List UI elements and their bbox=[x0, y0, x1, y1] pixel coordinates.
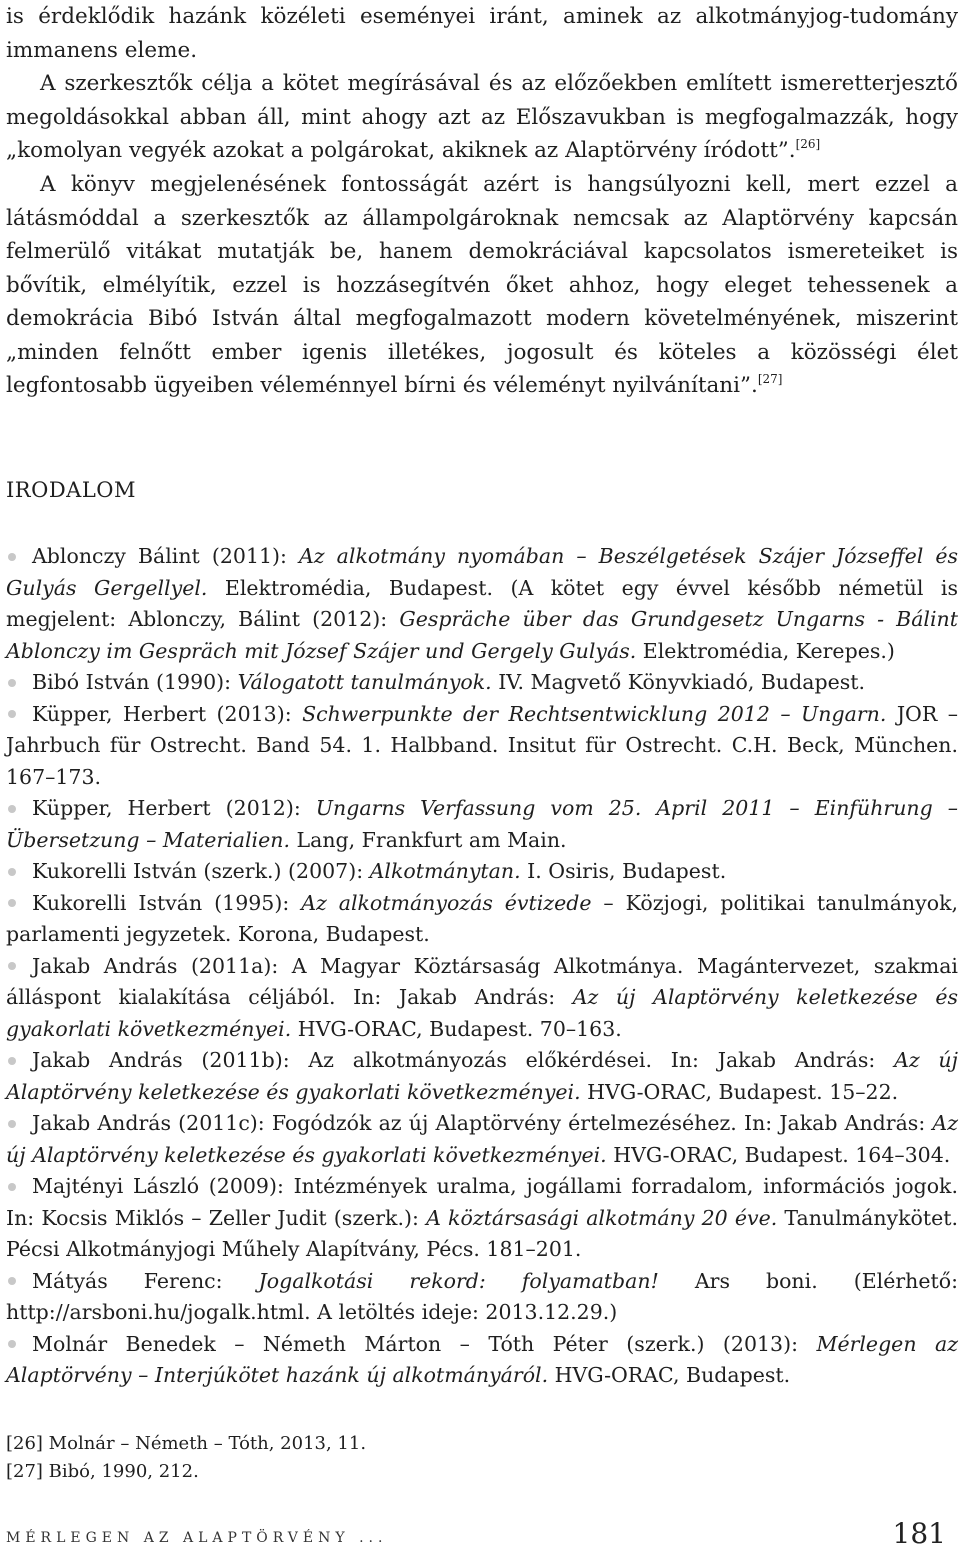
paragraph-importance: A könyv megjelenésének fontosságát azért is hangsúlyozni kell, mert ezzel a látásmóddal a szerkesztők az állampolgároknak nemcsak az Alaptörvény kapcsán felmerülő vitákat mutatják be, hanem demokráciával kapcsolatos ismereteiket is bővítik, elmélyítik, ezzel is hozzásegítvén őket ahhoz, hogy eleget tehessenek a demokrácia Bibó István által megfogalmazott modern követelményének, miszerint „minden felnőtt ember igenis illetékes, jogosult és köteles a közösségi élet legfontosabb ügyeiben véleménnyel bírni és véleményt nyilvánítani”.[27] bbox=[6, 172, 958, 398]
reference-title: Az új Alaptörvény keletkezése és gyakorlati következményei. bbox=[6, 1048, 958, 1104]
footnote-27: [27] Bibó, 1990, 212. bbox=[6, 1461, 199, 1482]
reference-item bbox=[6, 888, 958, 951]
bullet-icon bbox=[8, 710, 16, 718]
reference-title: Gespräche über das Grundgesetz Ungarns - Bálint Ablonczy im Gespräch mit József Szájer und Gergely Gulyás. bbox=[6, 607, 958, 663]
reference-title: Jogalkotási rekord: folyamatban! bbox=[258, 1268, 659, 1293]
bullet-icon bbox=[8, 805, 16, 813]
reference-title: Válogatott tanulmányok. bbox=[237, 670, 492, 694]
reference-item bbox=[6, 1171, 958, 1266]
bullet-icon bbox=[8, 868, 16, 876]
reference-title: A köztársasági alkotmány 20 éve. bbox=[426, 1205, 778, 1230]
reference-item bbox=[6, 1266, 958, 1329]
section-heading: IRODALOM bbox=[6, 478, 136, 502]
bullet-icon bbox=[8, 553, 16, 561]
footnote-26: [26] Molnár – Németh – Tóth, 2013, 11. bbox=[6, 1433, 367, 1454]
reference-title: Az új Alaptörvény keletkezése és gyakorlati következményei. bbox=[6, 1111, 958, 1167]
reference-text: Jakab András (2011c): Fogódzók az új Alaptörvény értelmezéséhez. In: Jakab András: bbox=[32, 1111, 933, 1135]
reference-title: Az új Alaptörvény keletkezése és gyakorlati következményei. bbox=[6, 985, 958, 1041]
footnote-ref-27[interactable]: [27] bbox=[757, 372, 783, 386]
reference-text: Küpper, Herbert (2013): bbox=[32, 701, 303, 726]
bullet-icon bbox=[8, 1277, 16, 1285]
reference-title: Mérlegen az Alaptörvény – Interjúkötet hazánk új alkotmányáról. bbox=[6, 1331, 958, 1387]
bullet-icon bbox=[8, 899, 16, 907]
reference-text: Jakab András (2011b): Az alkotmányozás előkérdései. In: Jakab András: bbox=[32, 1048, 895, 1072]
paragraph-editors-aim: A szerkesztők célja a kötet megírásával és az előzőekben említett ismeretterjesztő megoldásokkal abban áll, mint ahogy azt az Előszavukban is megfogalmazzák, hogy „komolyan vegyék azokat a polgárokat, akiknek az Alaptörvény íródott”.[26] bbox=[6, 71, 958, 163]
bullet-icon bbox=[8, 1340, 16, 1348]
reference-text: HVG-ORAC, Budapest. 15–22. bbox=[580, 1079, 899, 1104]
bullet-icon bbox=[8, 1183, 16, 1191]
reference-text: HVG-ORAC, Budapest. 164–304. bbox=[606, 1142, 951, 1167]
reference-text: Jakab András (2011a): A Magyar Köztársaság Alkotmánya. Magántervezet, szakmai álláspont kialakítása céljából. In: Jakab András: bbox=[6, 953, 958, 1009]
reference-item bbox=[6, 667, 958, 699]
reference-title: Ungarns Verfassung vom 25. April 2011 – Einführung – Übersetzung – Materialien. bbox=[6, 796, 959, 852]
reference-text: Kukorelli István (1995): bbox=[32, 890, 302, 915]
reference-text: Tanulmánykötet. Pécsi Alkotmányjogi Műhely Alapítvány, Pécs. 181–201. bbox=[6, 1205, 959, 1261]
reference-text: I. Osiris, Budapest. bbox=[520, 859, 727, 883]
reference-text: Ars boni. (Elérhető: http://arsboni.hu/jogalk.html. A letöltés ideje: 2013.12.29.) bbox=[6, 1268, 958, 1324]
footnotes bbox=[6, 1430, 366, 1486]
reference-title: Alkotmánytan. bbox=[369, 859, 521, 883]
reference-item bbox=[6, 699, 958, 794]
reference-text: Lang, Frankfurt am Main. bbox=[289, 827, 567, 852]
reference-text: Elektromédia, Kerepes.) bbox=[636, 638, 895, 663]
paragraph-continuation: is érdeklődik hazánk közéleti eseményei iránt, aminek az alkotmányjog-tudomány immanens eleme. bbox=[6, 4, 958, 63]
reference-text: – Közjogi, politikai tanulmányok, parlamenti jegyzetek. Korona, Budapest. bbox=[6, 890, 959, 946]
reference-title: Schwerpunkte der Rechtsentwicklung 2012 – Ungarn. bbox=[302, 701, 887, 726]
reference-text: Kukorelli István (szerk.) (2007): bbox=[32, 859, 370, 883]
bullet-icon bbox=[8, 679, 16, 687]
reference-item bbox=[6, 793, 958, 856]
reference-text: Elektromédia, Budapest. (A kötet egy évvel később németül is megjelent: Ablonczy, Bálint (2012): bbox=[6, 575, 958, 631]
reference-title: Az alkotmány nyomában – Beszélgetések Szájer Józseffel és Gulyás Gergellyel. bbox=[6, 544, 958, 600]
footnote-ref-26[interactable]: [26] bbox=[795, 137, 821, 151]
reference-text: HVG-ORAC, Budapest. bbox=[548, 1363, 791, 1387]
reference-text: Ablonczy Bálint (2011): bbox=[32, 544, 299, 568]
bullet-icon bbox=[8, 1120, 16, 1128]
reference-item bbox=[6, 856, 958, 888]
reference-item bbox=[6, 1108, 958, 1171]
bullet-icon bbox=[8, 1057, 16, 1065]
bullet-icon bbox=[8, 962, 16, 970]
running-title: MÉRLEGEN AZ ALAPTÖRVÉNY ... bbox=[6, 1530, 388, 1546]
reference-text: HVG-ORAC, Budapest. 70–163. bbox=[291, 1016, 622, 1041]
reference-text: Majtényi László (2009): Intézmények uralma, jogállami forradalom, információs jogok. In: Kocsis Miklós – Zeller Judit (szerk.): bbox=[6, 1174, 958, 1230]
reference-text: Bibó István (1990): bbox=[32, 670, 238, 694]
reference-text: JOR – Jahrbuch für Ostrecht. Band 54. 1. Halbband. Insitut für Ostrecht. C.H. Beck, München. 167–173. bbox=[6, 701, 958, 789]
reference-text: Küpper, Herbert (2012): bbox=[32, 796, 316, 820]
reference-text: IV. Magvető Könyvkiadó, Budapest. bbox=[491, 670, 866, 694]
reference-title: Az alkotmányozás évtizede bbox=[301, 890, 592, 915]
reference-list bbox=[6, 541, 958, 1392]
page-number: 181 bbox=[892, 1517, 946, 1550]
reference-item bbox=[6, 1045, 958, 1108]
reference-item bbox=[6, 1329, 958, 1392]
reference-text: Mátyás Ferenc: bbox=[32, 1268, 259, 1293]
reference-item bbox=[6, 541, 958, 667]
reference-item bbox=[6, 951, 958, 1046]
reference-text: Molnár Benedek – Németh Márton – Tóth Péter (szerk.) (2013): bbox=[32, 1331, 817, 1356]
